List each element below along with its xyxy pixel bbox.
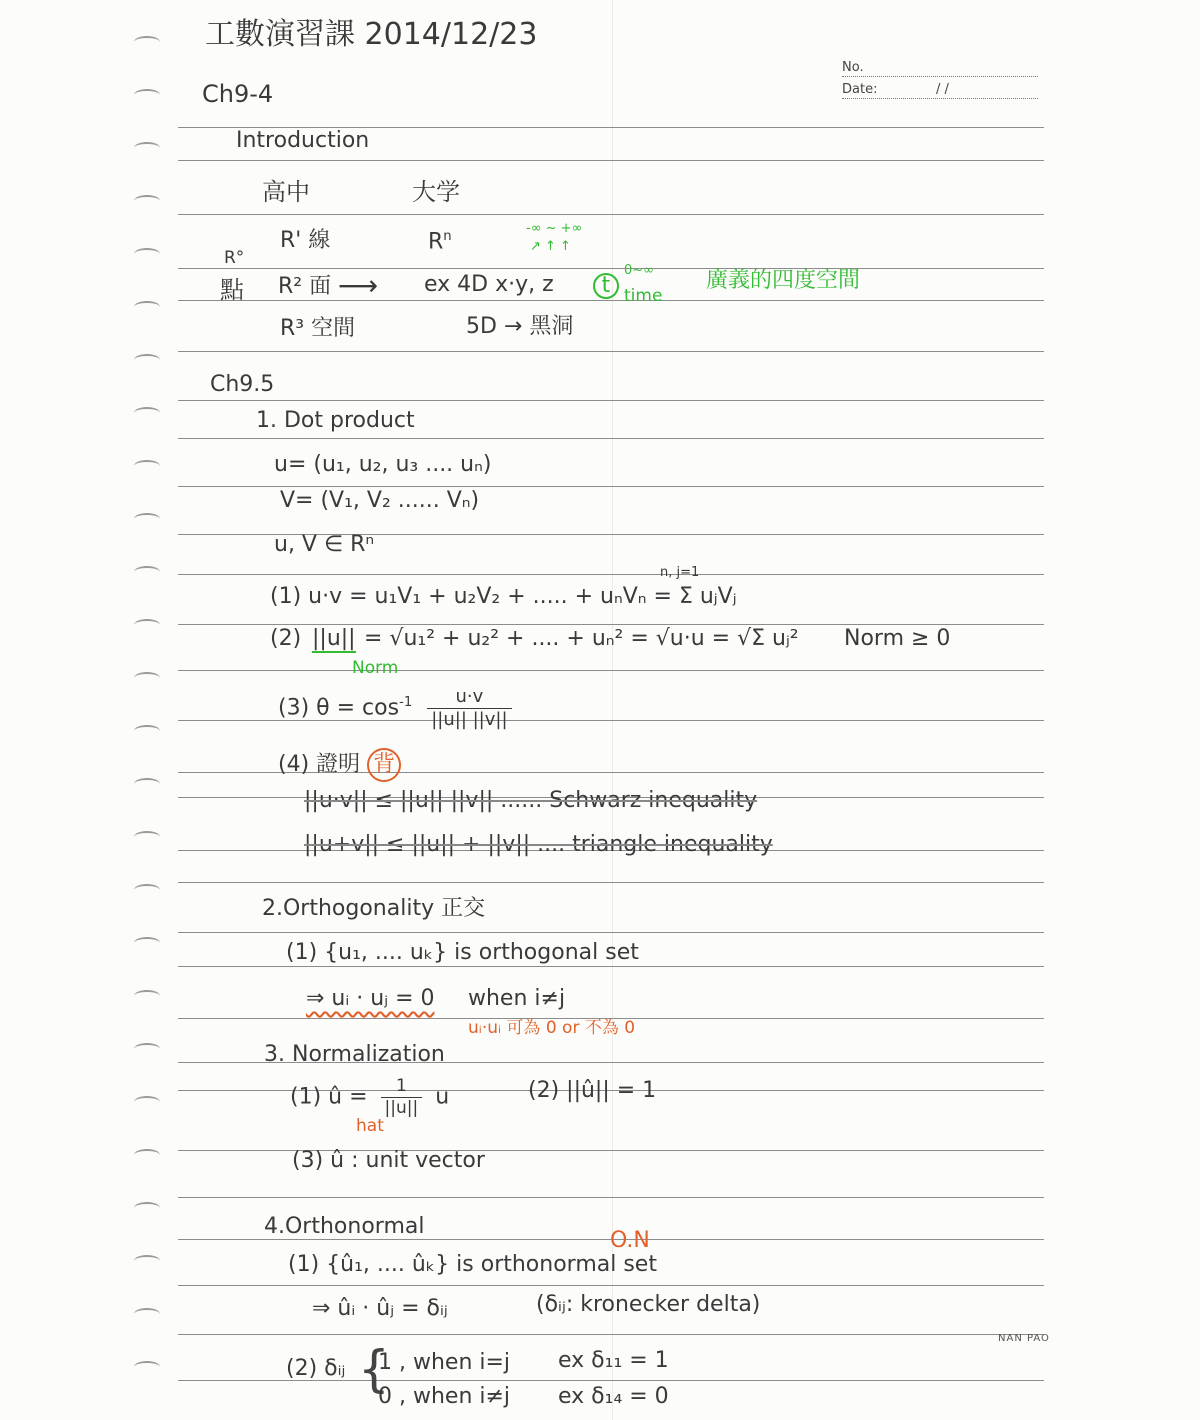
norm-symbol [312, 628, 356, 650]
ruled-line [178, 486, 1044, 487]
page-title: 工數演習課 2014/12/23 [205, 17, 538, 52]
binder-ring [134, 619, 160, 631]
binder-ring [134, 301, 160, 313]
r1-line: R' 線 [280, 228, 331, 253]
ruled-line [178, 882, 1044, 883]
ruled-line [178, 351, 1044, 352]
r0-label: R° [224, 248, 245, 268]
ruled-line [178, 438, 1044, 439]
5d-black-hole: 5D → 黑洞 [466, 314, 574, 339]
ruled-line [178, 1197, 1044, 1198]
binder-ring [134, 36, 160, 48]
binder-ring [134, 1255, 160, 1267]
rn-base: R [428, 229, 444, 255]
unit-vector-formula [290, 1078, 449, 1117]
date-line [842, 98, 1038, 99]
binder-ring [134, 195, 160, 207]
kronecker-definition-label: (2) δᵢⱼ [286, 1356, 346, 1381]
normalization-numerator: 1 [381, 1078, 423, 1098]
col-university: 大学 [412, 178, 460, 206]
generalized-4d-note: 廣義的四度空間 [706, 268, 861, 293]
orthonormal-set: (1) {û₁, .... ûₖ} is orthonormal set [288, 1252, 657, 1277]
uv-in-rn: u, V ∈ Rⁿ [274, 532, 375, 557]
date-separators: / / [936, 82, 949, 97]
orthogonal-condition [306, 988, 435, 1010]
rn-label [428, 230, 452, 253]
v-definition: V= (V₁, V₂ ...... Vₙ) [280, 488, 480, 513]
orthogonal-dot-zero: ⇒ uᵢ · uⱼ = 0 [306, 986, 435, 1011]
ruled-line [178, 932, 1044, 933]
r3-space: R³ 空間 [280, 316, 356, 341]
t-symbol: t [593, 273, 619, 299]
no-line [842, 76, 1038, 77]
binder-ring [134, 1096, 160, 1108]
infinity-range: -∞ ~ +∞ [526, 221, 583, 236]
ruled-line [178, 1334, 1044, 1335]
normalization-fraction [381, 1078, 423, 1117]
long-arrow: ⟶ [338, 269, 379, 302]
norm-item-label: (2) [270, 626, 302, 651]
binder-ring [134, 248, 160, 260]
binder-ring [134, 513, 160, 525]
u-definition: u= (u₁, u₂, u₃ .... uₙ) [274, 452, 492, 477]
binder-ring [134, 142, 160, 154]
orthonormal-condition: ⇒ ûᵢ · ûⱼ = δᵢⱼ [312, 1296, 448, 1321]
intro-heading: Introduction [236, 128, 370, 153]
orthogonal-set: (1) {u₁, .... uₖ} is orthogonal set [286, 940, 639, 965]
binder-ring [134, 725, 160, 737]
chapter-label: Ch9-4 [202, 80, 274, 108]
binder-ring [134, 884, 160, 896]
angle-lhs: (3) θ = cos [278, 695, 400, 721]
kronecker-example-unequal: ex δ₁₄ = 0 [558, 1384, 669, 1409]
norm-annotation: Norm [352, 658, 399, 678]
kronecker-case-unequal: 0 , when i≠j [378, 1384, 511, 1409]
binder-ring [134, 937, 160, 949]
ruled-line [178, 670, 1044, 671]
ruled-line [178, 966, 1044, 967]
angle-numerator: u·v [427, 688, 511, 709]
normalization-heading: 3. Normalization [264, 1042, 445, 1067]
point-label: 點 [220, 276, 244, 304]
binder-ring [134, 354, 160, 366]
kronecker-example-equal: ex δ₁₁ = 1 [558, 1348, 669, 1373]
ruled-line [178, 574, 1044, 575]
inverse-exponent: -1 [399, 695, 413, 711]
schwarz-inequality: ||u·v|| ≤ ||u|| ||v|| ...... Schwarz inequality [304, 788, 758, 813]
orthonormal-heading: 4.Orthonormal [264, 1214, 425, 1239]
binder-ring [134, 1149, 160, 1161]
sum-limits: n, j=1 [660, 565, 700, 580]
u-hat-lhs: (1) û = [290, 1084, 368, 1110]
ch95-heading: Ch9.5 [210, 372, 275, 397]
u-hat-norm-one: (2) ||û|| = 1 [528, 1078, 657, 1103]
ruled-line [178, 624, 1044, 625]
dot-product-heading: 1. Dot product [256, 408, 415, 433]
ex-4d: ex 4D x·y, z [424, 272, 554, 297]
t-range: 0~∞ [624, 263, 654, 278]
kronecker-delta-note: (δᵢⱼ: kronecker delta) [536, 1292, 761, 1317]
binder-ring [134, 778, 160, 790]
ruled-line [178, 300, 1044, 301]
t-circled [593, 273, 619, 299]
binder-ring [134, 1202, 160, 1214]
date-label: Date: [842, 82, 878, 97]
range-arrows: ↗ ↑ ↑ [530, 239, 571, 254]
on-annotation: O.N [610, 1228, 650, 1253]
binder-ring [134, 990, 160, 1002]
binder-ring [134, 460, 160, 472]
r2-plane: R² 面 [278, 274, 332, 299]
col-high-school: 高中 [262, 178, 310, 206]
binder-ring [134, 672, 160, 684]
unit-vector-label: (3) û : unit vector [292, 1148, 485, 1173]
binder-ring [134, 831, 160, 843]
proof-item [278, 748, 401, 782]
binder-ring [134, 1308, 160, 1320]
normalization-u: u [435, 1084, 450, 1110]
brand-label: NAN PAO [998, 1333, 1050, 1344]
ruled-line [178, 160, 1044, 161]
hat-annotation: hat [356, 1116, 384, 1136]
when-i-not-j: when i≠j [468, 986, 566, 1011]
binder-ring [134, 89, 160, 101]
angle-formula [278, 688, 512, 729]
ruled-line [178, 1285, 1044, 1286]
ruled-line [178, 268, 1044, 269]
brace: { [358, 1340, 390, 1398]
kronecker-case-equal: 1 , when i=j [378, 1350, 511, 1375]
ruled-line [178, 400, 1044, 401]
angle-fraction [427, 688, 511, 729]
self-dot-note: uᵢ·uᵢ 可為 0 or 不為 0 [468, 1018, 636, 1038]
dot-product-formula: (1) u·v = u₁V₁ + u₂V₂ + ..... + uₙVₙ = Σ uⱼVⱼ [270, 584, 737, 609]
binder-ring [134, 407, 160, 419]
angle-denominator: ||u|| ||v|| [431, 709, 508, 730]
proof-label: (4) 證明 [278, 752, 361, 777]
rn-exponent: n [443, 229, 452, 244]
memorize-mark: 背 [367, 748, 401, 782]
binder-ring [134, 1361, 160, 1373]
norm-formula: = √u₁² + u₂² + .... + uₙ² = √u·u = √Σ uⱼ² [364, 626, 799, 651]
binder-ring [134, 1043, 160, 1055]
ruled-line [178, 214, 1044, 215]
no-label: No. [842, 60, 864, 75]
time-label: time [624, 286, 663, 306]
orthogonality-heading: 2.Orthogonality 正交 [262, 896, 486, 921]
page-fold [612, 0, 613, 1420]
norm-nonnegative: Norm ≥ 0 [844, 626, 951, 651]
normalization-denominator: ||u|| [384, 1098, 419, 1118]
triangle-inequality: ||u+v|| ≤ ||u|| + ||v|| .... triangle inequality [304, 832, 773, 857]
norm-u: ||u|| [312, 626, 356, 651]
binder-ring [134, 566, 160, 578]
